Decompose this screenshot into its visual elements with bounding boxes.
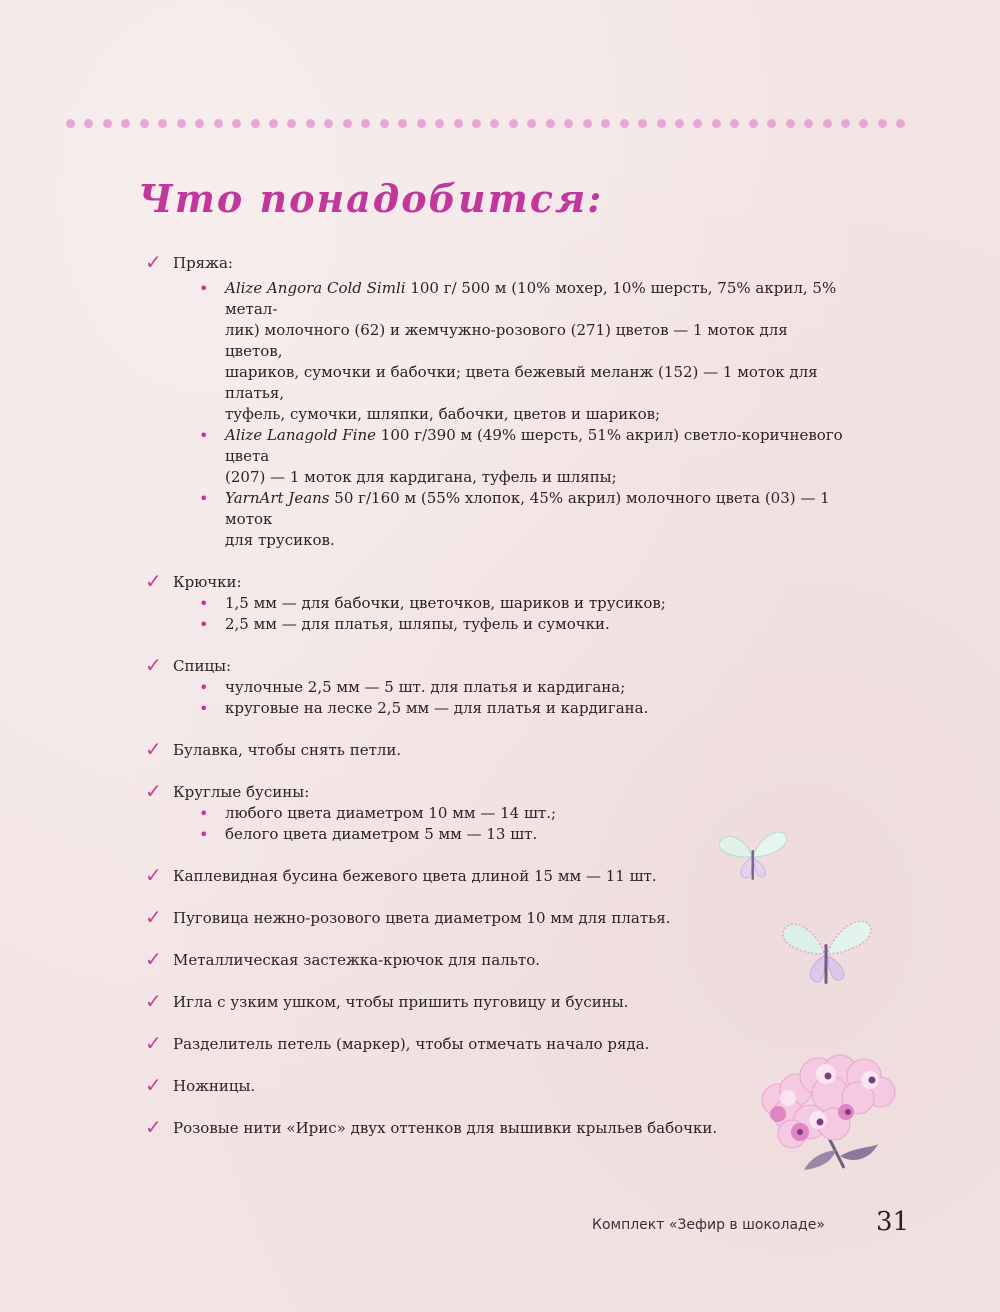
divider-dot <box>232 119 241 128</box>
divider-dot <box>878 119 887 128</box>
list-item-clasp <box>145 949 845 971</box>
list-item: • YarnArt Jeans 50 г/160 м (55% хлопок, 45% акрил) молочного цвета (03) — 1 моток для трусиков. <box>195 488 845 551</box>
flower-bouquet-icon <box>748 1036 908 1176</box>
checkmark-icon: ✓ <box>145 863 162 887</box>
list-item: • любого цвета диаметром 10 мм — 14 шт.; <box>195 803 845 824</box>
divider-dot <box>730 119 739 128</box>
divider-dot <box>417 119 426 128</box>
divider-dot <box>675 119 684 128</box>
divider-dot <box>214 119 223 128</box>
checkmark-icon: ✓ <box>145 737 162 761</box>
list-item-threads <box>145 1117 845 1139</box>
divider-dot <box>564 119 573 128</box>
divider-dot <box>454 119 463 128</box>
divider-dot <box>472 119 481 128</box>
checkmark-icon: ✓ <box>145 250 162 274</box>
list-item: • чулочные 2,5 мм — 5 шт. для платья и кардигана; <box>195 677 845 698</box>
needles-sublist <box>173 677 845 719</box>
divider-dot <box>527 119 536 128</box>
item-label: Розовые нити «Ирис» двух оттенков для вышивки крыльев бабочки. <box>173 1119 718 1137</box>
page-number: 31 <box>876 1207 910 1237</box>
butterfly-large-icon <box>778 908 874 990</box>
item-label: Игла с узким ушком, чтобы пришить пуговицу и бусины. <box>173 993 629 1011</box>
divider-dot <box>324 119 333 128</box>
item-label: Пряжа: <box>173 254 233 272</box>
item-label: Ножницы. <box>173 1077 256 1095</box>
item-label: Спицы: <box>173 657 232 675</box>
checkmark-icon: ✓ <box>145 1073 162 1097</box>
divider-dot <box>841 119 850 128</box>
list-item-needles <box>145 655 845 719</box>
divider-dot <box>287 119 296 128</box>
materials-list <box>145 252 845 1139</box>
divider-dot <box>712 119 721 128</box>
divider-dot <box>583 119 592 128</box>
divider-dot <box>195 119 204 128</box>
butterfly-small-icon <box>716 824 788 886</box>
page-title: Что понадобится: <box>138 176 604 221</box>
checkmark-icon: ✓ <box>145 653 162 677</box>
divider-dot <box>786 119 795 128</box>
list-item: • 1,5 мм — для бабочки, цветочков, шариков и трусиков; <box>195 593 845 614</box>
list-item-pin <box>145 739 845 761</box>
dotted-divider <box>66 117 906 129</box>
item-label: Круглые бусины: <box>173 783 310 801</box>
divider-dot <box>177 119 186 128</box>
divider-dot <box>251 119 260 128</box>
divider-dot <box>158 119 167 128</box>
hooks-sublist <box>173 593 845 635</box>
list-item: • Alize Angora Cold Simli 100 г/ 500 м (10% мохер, 10% шерсть, 75% акрил, 5% метал- лик) молочного (62) и жемчужно-розового (271) цветов — 1 моток для цветов, шариков, сумочки и бабочки; цвета бежевый меланж (152) — 1 моток для платья, туфель, сумочки, шляпки, бабочки, цветов и шариков; <box>195 278 845 425</box>
divider-dot <box>398 119 407 128</box>
divider-dot <box>896 119 905 128</box>
checkmark-icon: ✓ <box>145 569 162 593</box>
list-item: • Alize Lanagold Fine 100 г/390 м (49% шерсть, 51% акрил) светло-коричневого цвета (207) — 1 моток для кардигана, туфель и шляпы; <box>195 425 845 488</box>
checkmark-icon: ✓ <box>145 779 162 803</box>
divider-dot <box>638 119 647 128</box>
item-label: Пуговица нежно-розового цвета диаметром 10 мм для платья. <box>173 909 671 927</box>
divider-dot <box>103 119 112 128</box>
divider-dot <box>804 119 813 128</box>
divider-dot <box>749 119 758 128</box>
divider-dot <box>823 119 832 128</box>
divider-dot <box>380 119 389 128</box>
divider-dot <box>140 119 149 128</box>
item-label: Крючки: <box>173 573 242 591</box>
divider-dot <box>343 119 352 128</box>
divider-dot <box>546 119 555 128</box>
divider-dot <box>361 119 370 128</box>
item-label: Разделитель петель (маркер), чтобы отмечать начало ряда. <box>173 1035 650 1053</box>
item-label: Металлическая застежка-крючок для пальто. <box>173 951 541 969</box>
divider-dot <box>601 119 610 128</box>
list-item-marker <box>145 1033 845 1055</box>
list-item-button <box>145 907 845 929</box>
item-label: Булавка, чтобы снять петли. <box>173 741 402 759</box>
list-item: • круговые на леске 2,5 мм — для платья и кардигана. <box>195 698 845 719</box>
divider-dot <box>767 119 776 128</box>
checkmark-icon: ✓ <box>145 1031 162 1055</box>
checkmark-icon: ✓ <box>145 947 162 971</box>
item-label: Каплевидная бусина бежевого цвета длиной 15 мм — 11 шт. <box>173 867 657 885</box>
list-item-yarn <box>145 252 845 551</box>
divider-dot <box>269 119 278 128</box>
divider-dot <box>693 119 702 128</box>
divider-dot <box>121 119 130 128</box>
list-item: • белого цвета диаметром 5 мм — 13 шт. <box>195 824 845 845</box>
divider-dot <box>84 119 93 128</box>
list-item-hooks <box>145 571 845 635</box>
divider-dot <box>657 119 666 128</box>
book-title: Комплект «Зефир в шоколаде» <box>592 1217 825 1233</box>
divider-dot <box>66 119 75 128</box>
divider-dot <box>620 119 629 128</box>
yarn-sublist <box>173 278 845 551</box>
list-item-scissors <box>145 1075 845 1097</box>
list-item: • 2,5 мм — для платья, шляпы, туфель и сумочки. <box>195 614 845 635</box>
divider-dot <box>490 119 499 128</box>
divider-dot <box>509 119 518 128</box>
divider-dot <box>435 119 444 128</box>
checkmark-icon: ✓ <box>145 905 162 929</box>
checkmark-icon: ✓ <box>145 989 162 1013</box>
divider-dot <box>306 119 315 128</box>
checkmark-icon: ✓ <box>145 1115 162 1139</box>
divider-dot <box>859 119 868 128</box>
list-item-needle <box>145 991 845 1013</box>
